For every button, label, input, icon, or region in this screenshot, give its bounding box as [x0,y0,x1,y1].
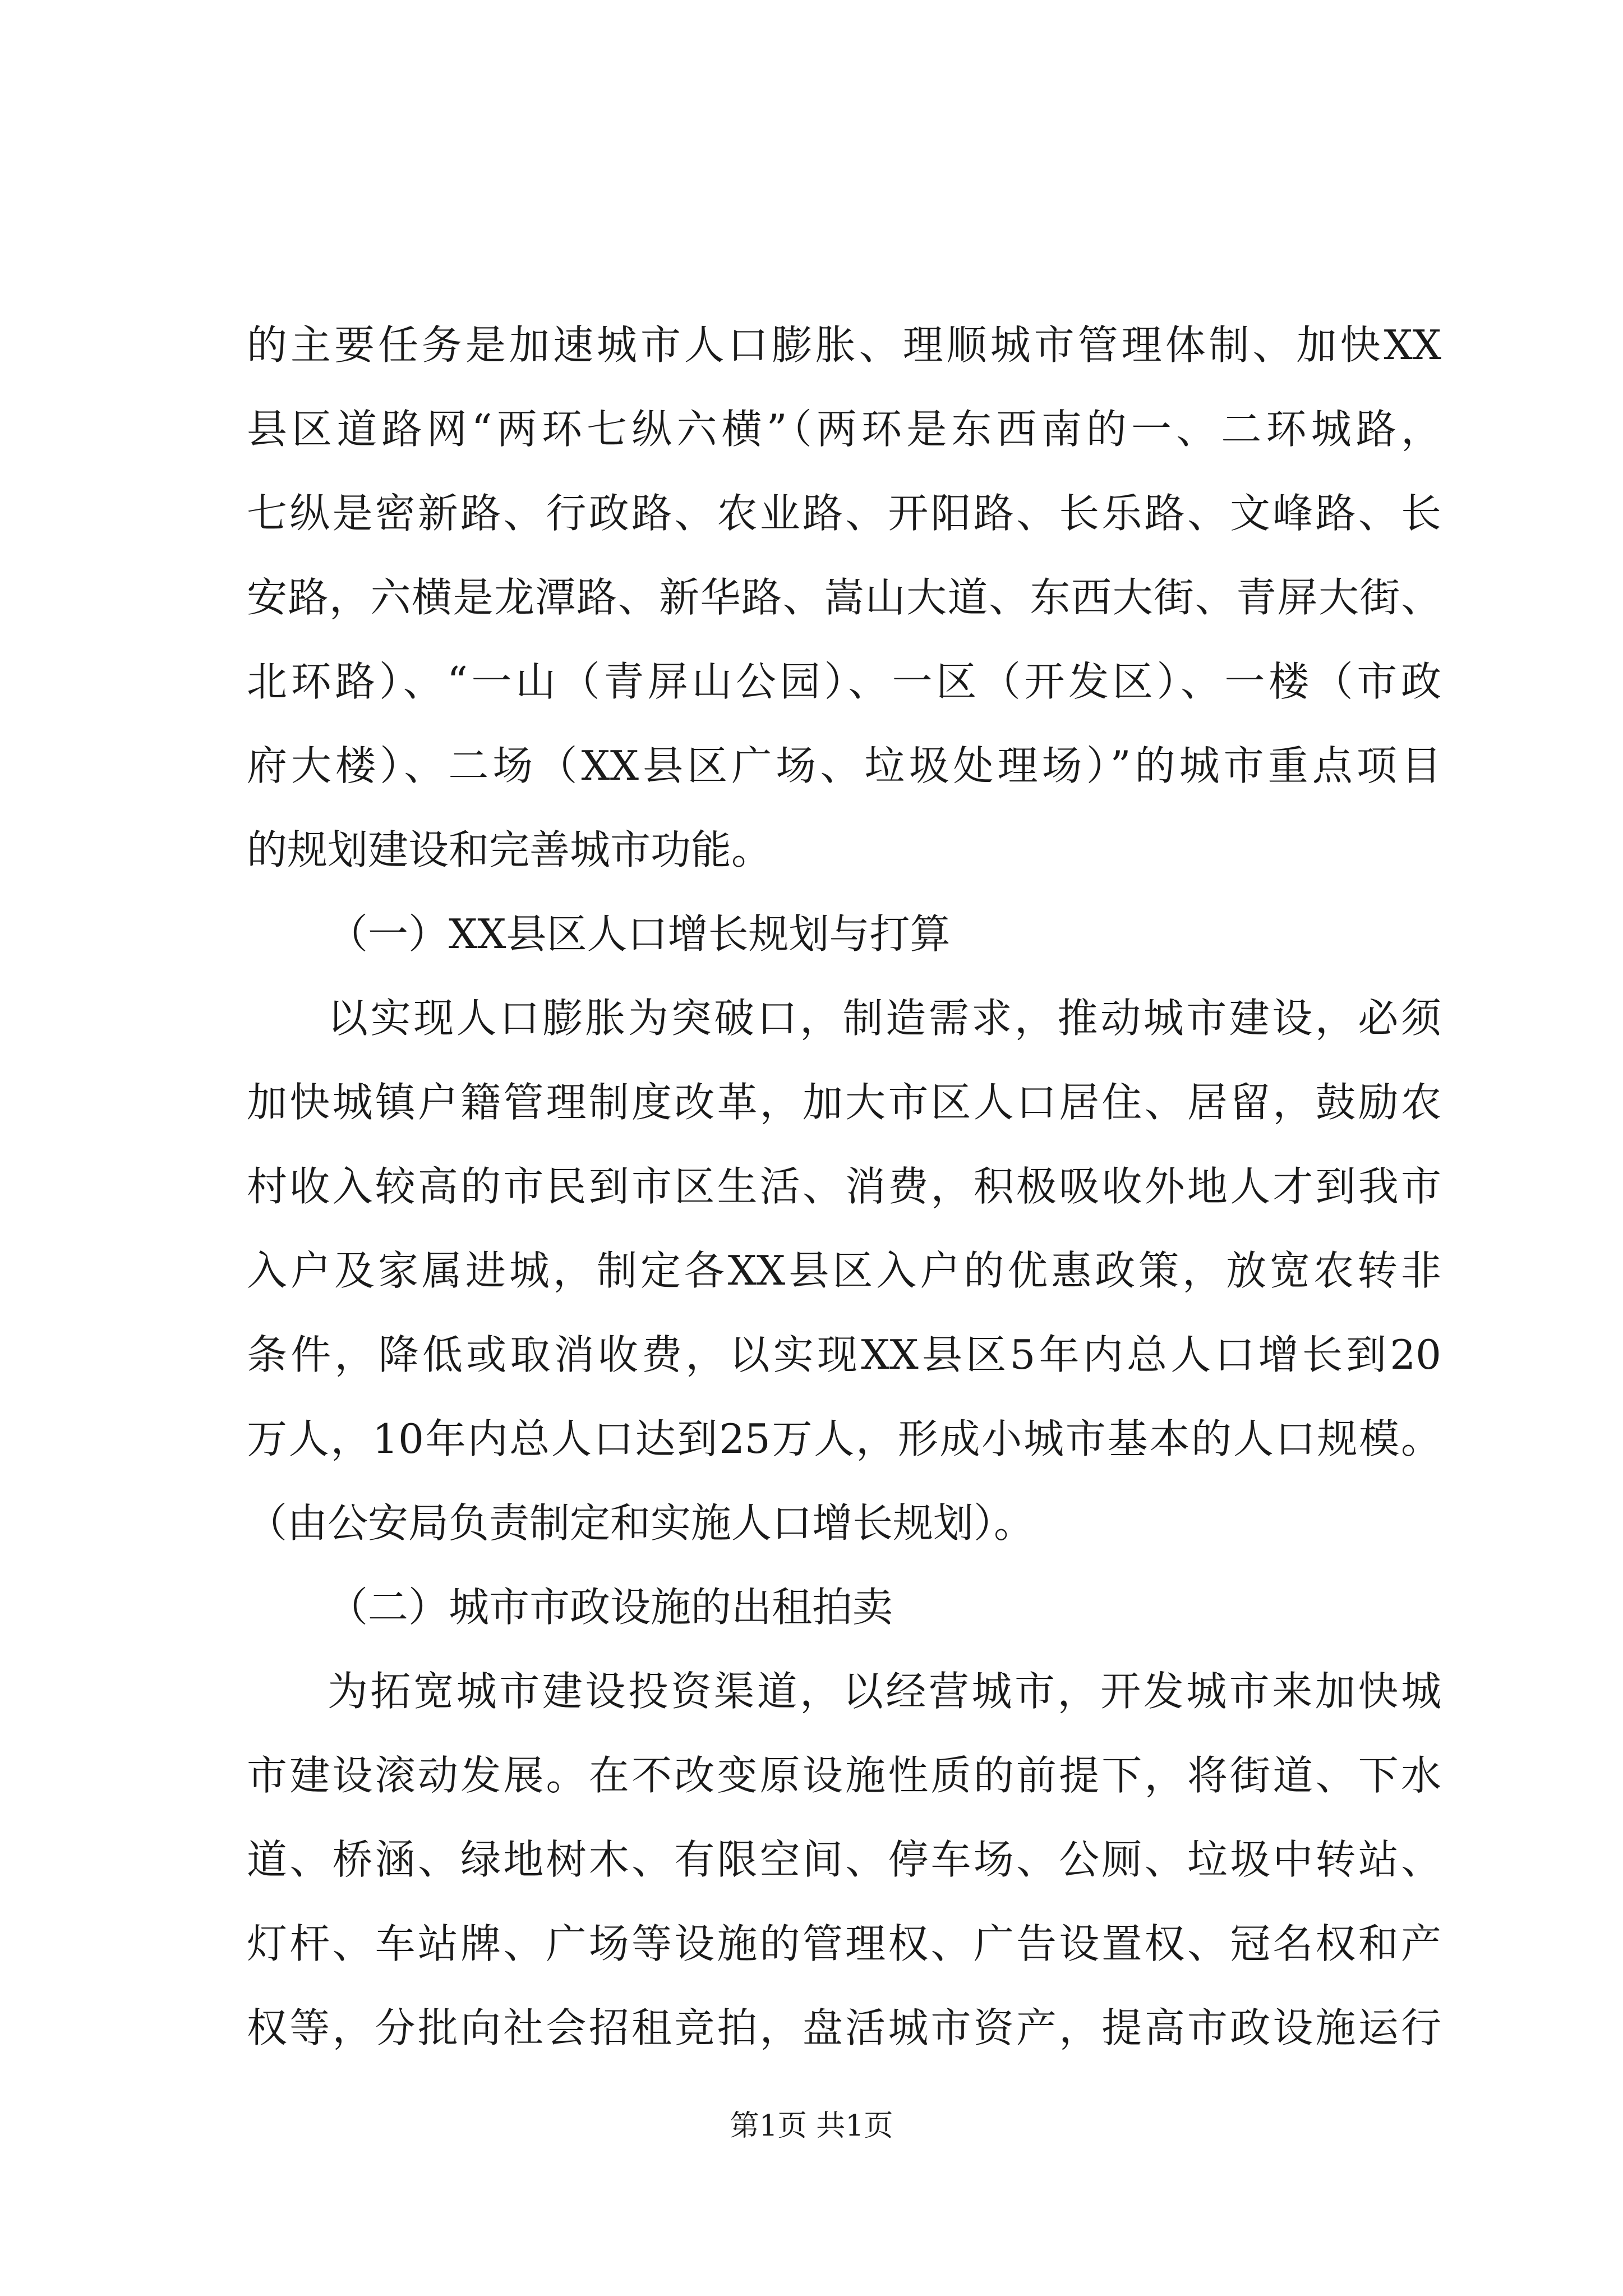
paragraph-line: 安路，六横是龙潭路、新华路、嵩山大道、东西大街、青屏大街、 [247,574,1441,621]
paragraph-line: 府大楼）、二场（XX县区广场、垃圾处理场）”的城市重点项目 [247,742,1441,789]
paragraph-line: 条件，降低或取消收费，以实现XX县区5年内总人口增长到20 [247,1331,1441,1378]
paragraph-line: 的主要任务是加速城市人口膨胀、理顺城市管理体制、加快XX [247,321,1441,369]
paragraph-line: （由公安局负责制定和实施人口增长规划）。 [247,1499,1035,1547]
paragraph-line: 道、桥涵、绿地树木、有限空间、停车场、公厕、垃圾中转站、 [247,1836,1441,1883]
paragraph-line: 的规划建设和完善城市功能。 [247,826,772,873]
section-paragraph [247,1649,1441,2070]
paragraph-line: 县区道路网“两环七纵六横”（两环是东西南的一、二环城路， [247,406,1441,453]
document-body [247,303,1441,2070]
paragraph-line: 以实现人口膨胀为突破口，制造需求，推动城市建设，必须 [328,995,1441,1042]
paragraph-line: 万人，10年内总人口达到25万人，形成小城市基本的人口规模。 [247,1415,1441,1462]
paragraph-line: 七纵是密新路、行政路、农业路、开阳路、长乐路、文峰路、长 [247,490,1441,537]
section-heading: （一）XX县区人口增长规划与打算 [328,910,951,958]
paragraph-line: 为拓宽城市建设投资渠道，以经营城市，开发城市来加快城 [328,1668,1441,1715]
paragraph-line: 北环路）、“一山（青屏山公园）、一区（开发区）、一楼（市政 [247,658,1441,705]
paragraph-line: 加快城镇户籍管理制度改革，加大市区人口居住、居留，鼓励农 [247,1079,1441,1126]
intro-paragraph [247,303,1441,892]
paragraph-line: 入户及家属进城，制定各XX县区入户的优惠政策，放宽农转非 [247,1247,1441,1294]
paragraph-line: 权等，分批向社会招租竞拍，盘活城市资产，提高市政设施运行 [247,2004,1441,2051]
paragraph-line: 灯杆、车站牌、广场等设施的管理权、广告设置权、冠名权和产 [247,1920,1441,1967]
section-paragraph [247,976,1441,1565]
section-heading: （二）城市市政设施的出租拍卖 [328,1584,893,1631]
paragraph-line: 市建设滚动发展。在不改变原设施性质的前提下，将街道、下水 [247,1752,1441,1799]
paragraph-line: 村收入较高的市民到市区生活、消费，积极吸收外地人才到我市 [247,1163,1441,1210]
page-footer: 第1页 共1页 [730,2109,893,2143]
